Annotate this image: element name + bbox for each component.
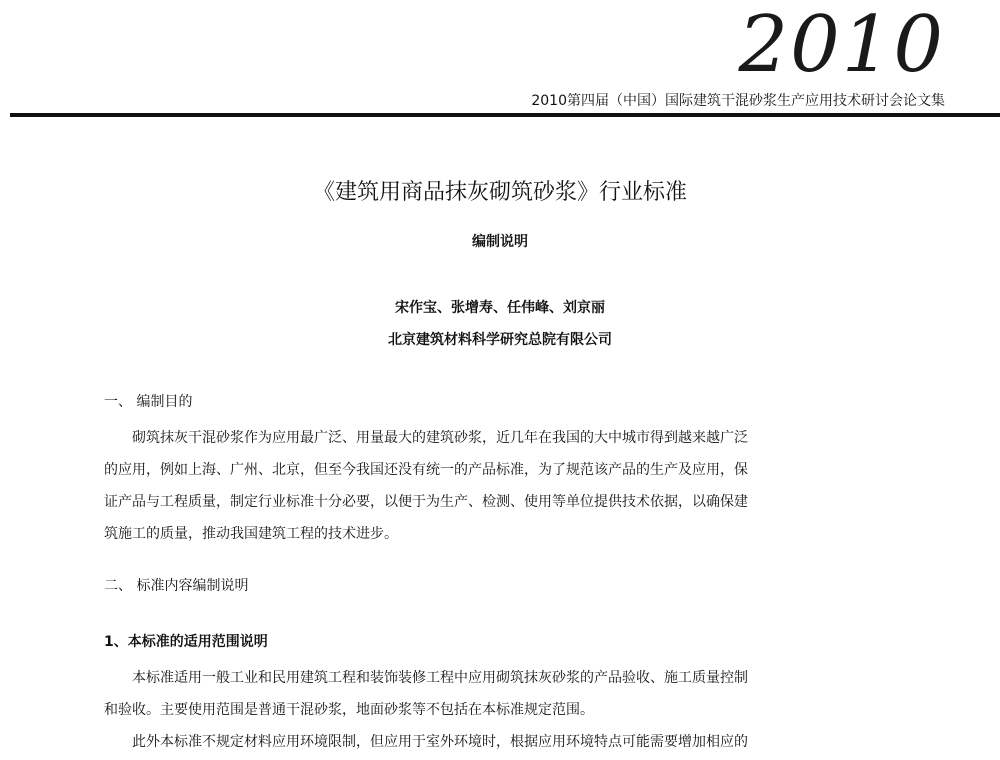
section-2-heading: 二、 标准内容编制说明 <box>104 578 249 594</box>
section-1-line: 证产品与工程质量，制定行业标准十分必要，以便于为生产、检测、使用等单位提供技术依据，以确保建 <box>104 494 748 510</box>
subsection-1-line: 此外本标准不规定材料应用环境限制，但应用于室外环境时，根据应用环境特点可能需要增加相应的 <box>132 734 748 750</box>
section-1-line: 的应用，例如上海、广州、北京，但至今我国还没有统一的产品标准，为了规范该产品的生产及应用，保 <box>104 462 748 478</box>
authors: 宋作宝、张增寿、任伟峰、刘京丽 <box>395 300 605 316</box>
section-1-line: 砌筑抹灰干混砂浆作为应用最广泛、用量最大的建筑砂浆，近几年在我国的大中城市得到越来越广泛 <box>132 430 748 446</box>
subsection-1-heading: 1、本标准的适用范围说明 <box>104 634 268 650</box>
section-1-heading: 一、 编制目的 <box>104 394 193 410</box>
organization: 北京建筑材料科学研究总院有限公司 <box>388 332 612 348</box>
document-subtitle: 编制说明 <box>472 234 528 250</box>
document-title: 《建筑用商品抹灰砌筑砂浆》行业标准 <box>312 180 687 205</box>
subsection-1-line: 和验收。主要使用范围是普通干混砂浆，地面砂浆等不包括在本标准规定范围。 <box>104 702 594 718</box>
subsection-1-line: 本标准适用一般工业和民用建筑工程和装饰装修工程中应用砌筑抹灰砂浆的产品验收、施工质量控制 <box>132 670 748 686</box>
header-year: 2010 <box>738 0 945 90</box>
header-divider <box>10 113 1000 117</box>
section-1-line: 筑施工的质量，推动我国建筑工程的技术进步。 <box>104 526 398 542</box>
header-subtitle: 2010第四届（中国）国际建筑干混砂浆生产应用技术研讨会论文集 <box>531 93 945 109</box>
